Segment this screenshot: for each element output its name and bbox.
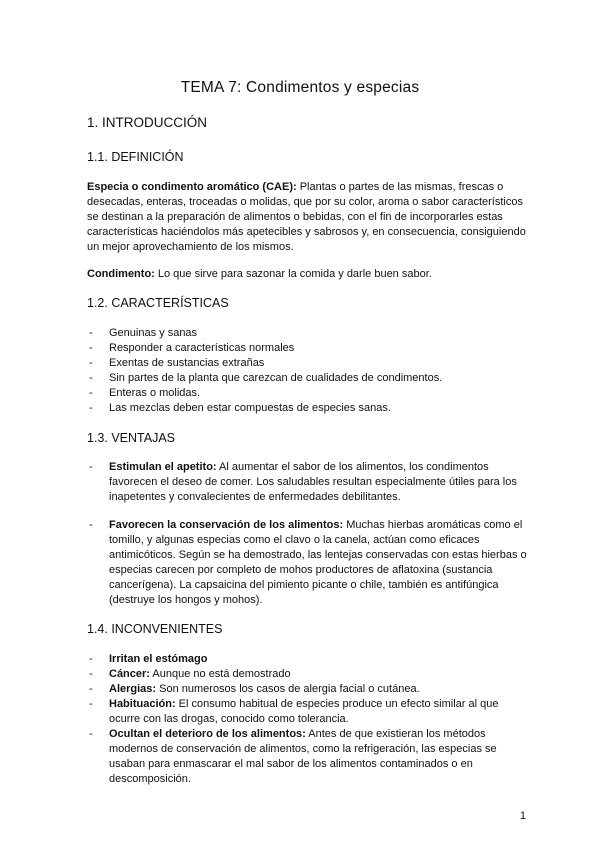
- list-item-term: Cáncer:: [109, 668, 150, 680]
- list-item: - Exentas de sustancias extrañas: [87, 356, 527, 371]
- page-number: 1: [519, 810, 526, 822]
- ventajas-list: [87, 460, 527, 505]
- list-item-term: Habituación:: [109, 698, 176, 710]
- list-item-text: Al aumentar el sabor de los alimentos, los condimentos favorecen el deseo de comer. Los saludables resultan especialmente útiles para los inapetentes y convalecientes de enfermedades debilitantes.: [109, 461, 517, 503]
- subsection-heading-ventajas: 1.3. VENTAJAS: [87, 431, 175, 445]
- document-title: TEMA 7: Condimentos y especias: [180, 79, 420, 96]
- list-item-term: Favorecen la conservación de los alimentos:: [109, 519, 344, 531]
- list-item: - Enteras o molidas.: [87, 386, 527, 401]
- condimento-paragraph: [87, 267, 527, 282]
- list-item: [87, 518, 527, 608]
- list-item: - Genuinas y sanas: [87, 326, 527, 341]
- definition-text: Plantas o partes de las mismas, frescas o desecadas, enteras, troceadas o molidas, que por su color, aroma o sabor característicos se destinan a la preparación de alimentos o bebidas, con el fin de incorporarles estas características haciéndolos más apetecibles y sabrosos y, en consecuencia, consiguiendo un mejor aprovechamiento de los mismos.: [87, 181, 526, 253]
- list-item-term: Alergias:: [109, 683, 157, 695]
- list-item-text: Aunque no está demostrado: [149, 668, 291, 680]
- list-item: [87, 460, 527, 505]
- list-item-text: Muchas hierbas aromáticas como el tomillo, y algunas especias como el clavo o la canela, actúan como eficaces antimicóticos. Según se ha demostrado, las lentejas conservadas con estas hierbas o especias carecen por completo de mohos productores de aflatoxina (sustancia cancerígena). La capsaicina del pimiento picante o chile, también es antifúngica (destruye los hongos y mohos).: [109, 519, 527, 606]
- list-item: - Responder a características normales: [87, 341, 527, 356]
- list-item: [87, 682, 527, 697]
- list-item-text: El consumo habitual de especies produce un efecto similar al que ocurre con las drogas, conocido como tolerancia.: [109, 698, 499, 725]
- section-heading-introduccion: 1. INTRODUCCIÓN: [87, 115, 208, 130]
- list-item-text: Son numerosos los casos de alergia facial o cutánea.: [156, 683, 420, 695]
- list-item-term: Estimulan el apetito:: [109, 461, 217, 473]
- subsection-heading-definicion: 1.1. DEFINICIÓN: [87, 150, 184, 164]
- caracteristicas-list: [87, 326, 527, 416]
- definition-paragraph: [87, 180, 527, 255]
- list-item-term: Irritan el estómago: [109, 653, 208, 665]
- list-item: [87, 667, 527, 682]
- subsection-heading-caracteristicas: 1.2. CARACTERÍSTICAS: [87, 296, 229, 310]
- list-item: [87, 697, 527, 727]
- list-item: - Las mezclas deben estar compuestas de especies sanas.: [87, 401, 527, 416]
- list-item: [87, 727, 527, 787]
- list-item: [87, 652, 527, 667]
- definition-term: Especia o condimento aromático (CAE):: [87, 181, 297, 193]
- condimento-text: Lo que sirve para sazonar la comida y darle buen sabor.: [154, 268, 432, 280]
- subsection-heading-inconvenientes: 1.4. INCONVENIENTES: [87, 622, 223, 636]
- list-item: - Sin partes de la planta que carezcan de cualidades de condimentos.: [87, 371, 527, 386]
- ventajas-list-2: [87, 518, 527, 608]
- inconvenientes-list: [87, 652, 527, 787]
- list-item-text: Antes de que existieran los métodos modernos de conservación de alimentos, como la refrigeración, las especias se usaban para enmascarar el mal sabor de los alimentos contaminados o en descomposición.: [109, 728, 497, 785]
- list-item-term: Ocultan el deterioro de los alimentos:: [109, 728, 306, 740]
- condimento-term: Condimento:: [87, 268, 155, 280]
